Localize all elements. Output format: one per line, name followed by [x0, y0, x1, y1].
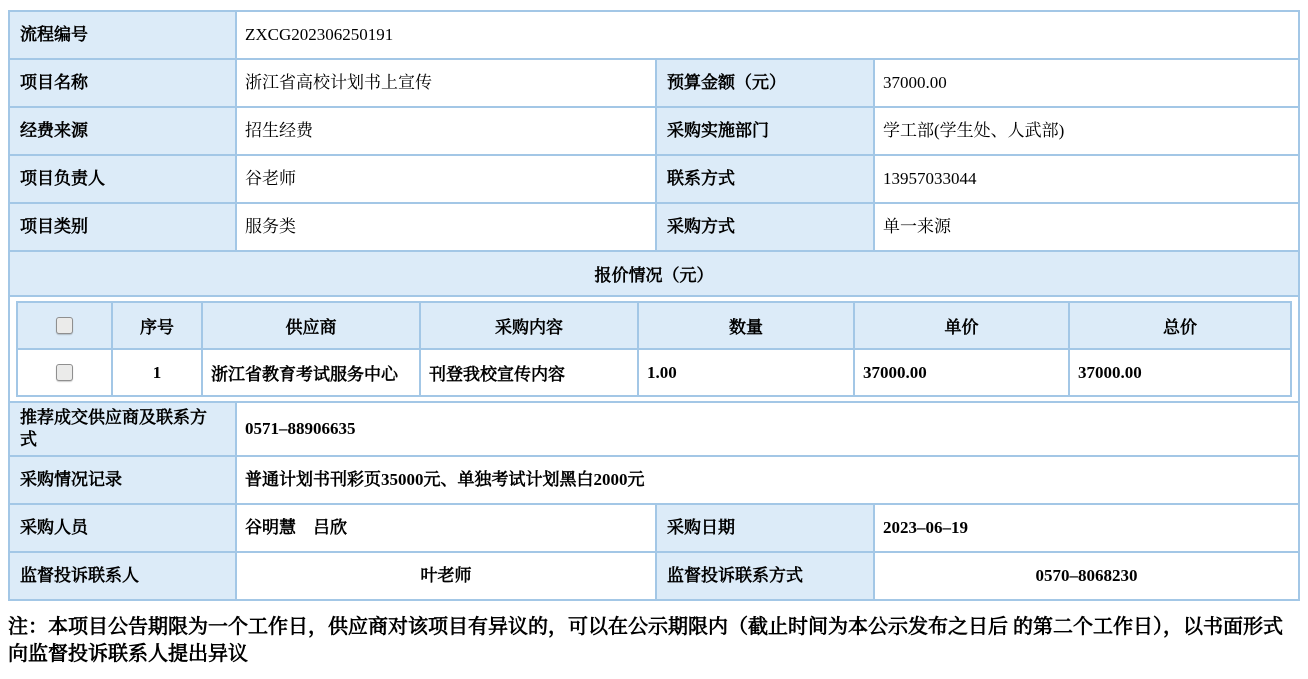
supervision-contact-number-value: 0570–8068230: [875, 553, 1298, 599]
quote-supplier: 浙江省教育考试服务中心: [203, 350, 421, 395]
project-name-label: 项目名称: [10, 60, 237, 106]
column-header-seq: 序号: [113, 303, 203, 348]
column-header-supplier: 供应商: [203, 303, 421, 348]
budget-amount-label: 预算金额（元）: [657, 60, 875, 106]
row-category-method: [10, 204, 1298, 252]
project-category-value: 服务类: [237, 204, 657, 250]
column-header-unit-price: 单价: [855, 303, 1070, 348]
supervision-contact-person-label: 监督投诉联系人: [10, 553, 237, 599]
purchasing-department-label: 采购实施部门: [657, 108, 875, 154]
row-process-id: [10, 12, 1298, 60]
quote-section-title-row: [10, 252, 1298, 297]
project-name-value: 浙江省高校计划书上宣传: [237, 60, 657, 106]
row-procurement-record: [10, 457, 1298, 505]
quote-unit-price: 37000.00: [855, 350, 1070, 395]
quote-content: 刊登我校宣传内容: [421, 350, 639, 395]
project-leader-value: 谷老师: [237, 156, 657, 202]
recommended-supplier-contact-value: 0571–88906635: [237, 403, 1298, 455]
project-leader-label: 项目负责人: [10, 156, 237, 202]
column-header-content: 采购内容: [421, 303, 639, 348]
process-id-value: ZXCG202306250191: [237, 12, 1298, 58]
announcement-note: 注：本项目公告期限为一个工作日，供应商对该项目有异议的，可以在公示期限内（截止时间为本公示发布之日后 的第二个工作日），以书面形式向监督投诉联系人提出异议: [8, 616, 1283, 666]
row-checkbox[interactable]: [56, 364, 73, 381]
supervision-contact-person-value: 叶老师: [237, 553, 657, 599]
row-leader-contact: [10, 156, 1298, 204]
procurement-date-value: 2023–06–19: [875, 505, 1298, 551]
supervision-contact-number-label: 监督投诉联系方式: [657, 553, 875, 599]
quote-seq: 1: [113, 350, 203, 395]
procurement-record-label: 采购情况记录: [10, 457, 237, 503]
purchasing-staff-value: 谷明慧 吕欣: [237, 505, 657, 551]
procurement-date-label: 采购日期: [657, 505, 875, 551]
funding-source-label: 经费来源: [10, 108, 237, 154]
quote-section-title: 报价情况（元）: [10, 252, 1298, 295]
select-all-cell: [18, 303, 113, 348]
column-header-total-price: 总价: [1070, 303, 1290, 348]
select-all-checkbox[interactable]: [56, 317, 73, 334]
row-staff-date: [10, 505, 1298, 553]
column-header-quantity: 数量: [639, 303, 855, 348]
quote-table-header-row: [18, 303, 1290, 350]
row-recommended-supplier: [10, 403, 1298, 457]
procurement-method-label: 采购方式: [657, 204, 875, 250]
quote-total-price: 37000.00: [1070, 350, 1290, 395]
quote-quantity: 1.00: [639, 350, 855, 395]
quote-table-wrapper: [10, 297, 1298, 403]
contact-number-value: 13957033044: [875, 156, 1298, 202]
funding-source-value: 招生经费: [237, 108, 657, 154]
project-category-label: 项目类别: [10, 204, 237, 250]
process-id-label: 流程编号: [10, 12, 237, 58]
row-project-name-budget: [10, 60, 1298, 108]
quote-table: [16, 301, 1292, 397]
row-supervision-contact: [10, 553, 1298, 599]
contact-number-label: 联系方式: [657, 156, 875, 202]
procurement-announcement-table: [8, 10, 1300, 601]
purchasing-department-value: 学工部(学生处、人武部): [875, 108, 1298, 154]
purchasing-staff-label: 采购人员: [10, 505, 237, 551]
row-checkbox-cell: [18, 350, 113, 395]
budget-amount-value: 37000.00: [875, 60, 1298, 106]
procurement-record-value: 普通计划书刊彩页35000元、单独考试计划黑白2000元: [237, 457, 1298, 503]
quote-table-row: [18, 350, 1290, 395]
row-funding-department: [10, 108, 1298, 156]
recommended-supplier-contact-label: 推荐成交供应商及联系方式: [10, 403, 237, 455]
procurement-method-value: 单一来源: [875, 204, 1298, 250]
